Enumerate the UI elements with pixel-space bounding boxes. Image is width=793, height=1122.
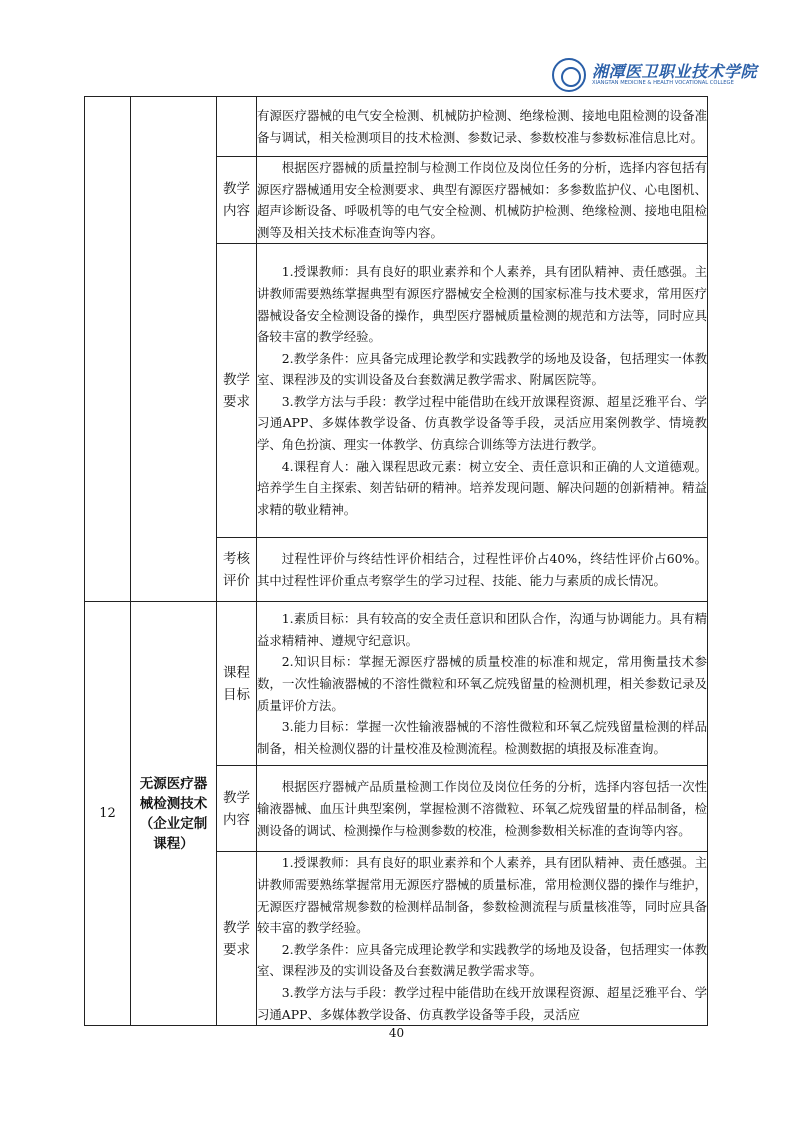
paragraph: 2.知识目标：掌握无源医疗器械的质量校准的标准和规定，常用衡量技术参数，一次性输液器械的不溶性微粒和环氧乙烷残留量的检测机理，相关参数记录及质量评价方法。: [257, 654, 707, 713]
label-line: 教学: [223, 789, 250, 806]
row-content: [257, 602, 708, 766]
paragraph: 过程性评价与终结性评价相结合，过程性评价占40%，终结性评价占60%。其中过程性评价重点考察学生的学习过程、技能、能力与素质的成长情况。: [257, 551, 707, 588]
row-content: [257, 538, 708, 602]
row-content: [257, 244, 708, 538]
table-row: [85, 602, 708, 766]
course-name-line: （企业定制: [139, 815, 208, 832]
row-label: [217, 852, 257, 1026]
paragraph: 根据医疗器械的质量控制与检测工作岗位及岗位任务的分析，选择内容包括有源医疗器械通用安全检测要求、典型有源医疗器械如：多参数监护仪、心电图机、超声诊断设备、呼吸机等的电气安全检测、机械防护检测、绝缘检测、接地电阻检测等及相关技术标准查询等内容。: [257, 160, 707, 240]
row-label: [217, 244, 257, 538]
row-content: [257, 157, 708, 244]
label-line: 内容: [223, 203, 250, 220]
college-logo: [552, 58, 758, 94]
label-line: 要求: [223, 393, 250, 410]
label-line: 内容: [223, 811, 250, 828]
page-number: 40: [388, 1026, 405, 1040]
row-content: [257, 766, 708, 852]
table-row: [85, 97, 708, 157]
course-name-line: 课程）: [153, 835, 194, 852]
label-line: 教学: [223, 181, 250, 198]
paragraph: 1.授课教师：具有良好的职业素养和个人素养，具有团队精神、责任感强。主讲教师需要熟练掌握常用无源医疗器械的质量标准，常用检测仪器的操作与维护，无源医疗器械常规参数的检测样品制备，参数检测流程与质量核准等，同时应具备较丰富的教学经验。: [257, 855, 707, 936]
row-label: [217, 97, 257, 157]
label-line: 教学: [223, 919, 250, 936]
paragraph: 根据医疗器械产品质量检测工作岗位及岗位任务的分析，选择内容包括一次性输液器械、血压计典型案例，掌握检测不溶微粒、环氧乙烷残留量的样品制备，检测设备的调试、检测操作与检测参数的校准，检测参数相关标准的查询等内容。: [257, 779, 707, 838]
paragraph: 3.教学方法与手段：教学过程中能借助在线开放课程资源、超星泛雅平台、学习通APP、多媒体教学设备、仿真教学设备等手段，灵活应: [257, 984, 707, 1022]
row-label: [217, 766, 257, 852]
course-name-cell: [131, 602, 217, 1026]
label-line: 目标: [223, 686, 250, 703]
row-label: [217, 602, 257, 766]
curriculum-table: [84, 96, 708, 1026]
paragraph: 3.教学方法与手段：教学过程中能借助在线开放课程资源、超星泛雅平台、学习通APP、多媒体教学设备、仿真教学设备等手段，灵活应用案例教学、情境教学、角色扮演、理实一体教学、仿真综合训练等方法进行教学。: [257, 393, 707, 453]
logo-english-name: XIANGTAN MEDICINE & HEALTH VOCATIONAL COLLEGE: [592, 80, 734, 86]
course-number-cell: 12: [85, 602, 131, 1026]
logo-chinese-name: 湘潭医卫职业技术学院: [592, 62, 758, 81]
label-line: 教学: [223, 371, 250, 388]
row-label: [217, 538, 257, 602]
row-label: [217, 157, 257, 244]
paragraph: 1.素质目标：具有较高的安全责任意识和团队合作，沟通与协调能力。具有精益求精精神、遵规守纪意识。: [257, 611, 707, 648]
paragraph: 4.课程育人：融入课程思政元素：树立安全、责任意识和正确的人文道德观。培养学生自主探索、刻苦钻研的精神。培养发现问题、解决问题的创新精神。精益求精的敬业精神。: [257, 458, 707, 517]
paragraph: 2.教学条件：应具备完成理论教学和实践教学的场地及设备，包括理实一体教室、课程涉及的实训设备及台套数满足教学需求等。: [257, 941, 707, 979]
course-number-cell: [85, 97, 131, 602]
course-name-line: 无源医疗器: [139, 775, 208, 792]
row-content: [257, 852, 708, 1026]
course-name-cell: [131, 97, 217, 602]
paragraph: 1.授课教师：具有良好的职业素养和个人素养，具有团队精神、责任感强。主讲教师需要熟练掌握典型有源医疗器械安全检测的国家标准与技术要求，常用医疗器械设备安全检测设备的操作，典型医疗器械质量检测的规范和方法等，同时应具备较丰富的教学经验。: [257, 264, 707, 345]
college-seal-icon: [552, 58, 586, 92]
row-content: [257, 97, 708, 157]
paragraph: 2.教学条件：应具备完成理论教学和实践教学的场地及设备，包括理实一体教室、课程涉及的实训设备及台套数满足教学需求、附属医院等。: [257, 350, 707, 388]
paragraph: 有源医疗器械的电气安全检测、机械防护检测、绝缘检测、接地电阻检测的设备准备与调试，相关检测项目的技术检测、参数记录、参数校准与参数标准信息比对。: [257, 107, 707, 145]
course-name-line: 械检测技术: [139, 795, 208, 812]
label-line: 要求: [223, 941, 250, 958]
label-line: 评价: [223, 572, 250, 589]
label-line: 课程: [223, 664, 250, 681]
paragraph: 3.能力目标：掌握一次性输液器械的不溶性微粒和环氧乙烷残留量检测的样品制备，相关检测仪器的计量校准及检测流程。检测数据的填报及标准查询。: [257, 719, 707, 756]
label-line: 考核: [223, 550, 250, 567]
